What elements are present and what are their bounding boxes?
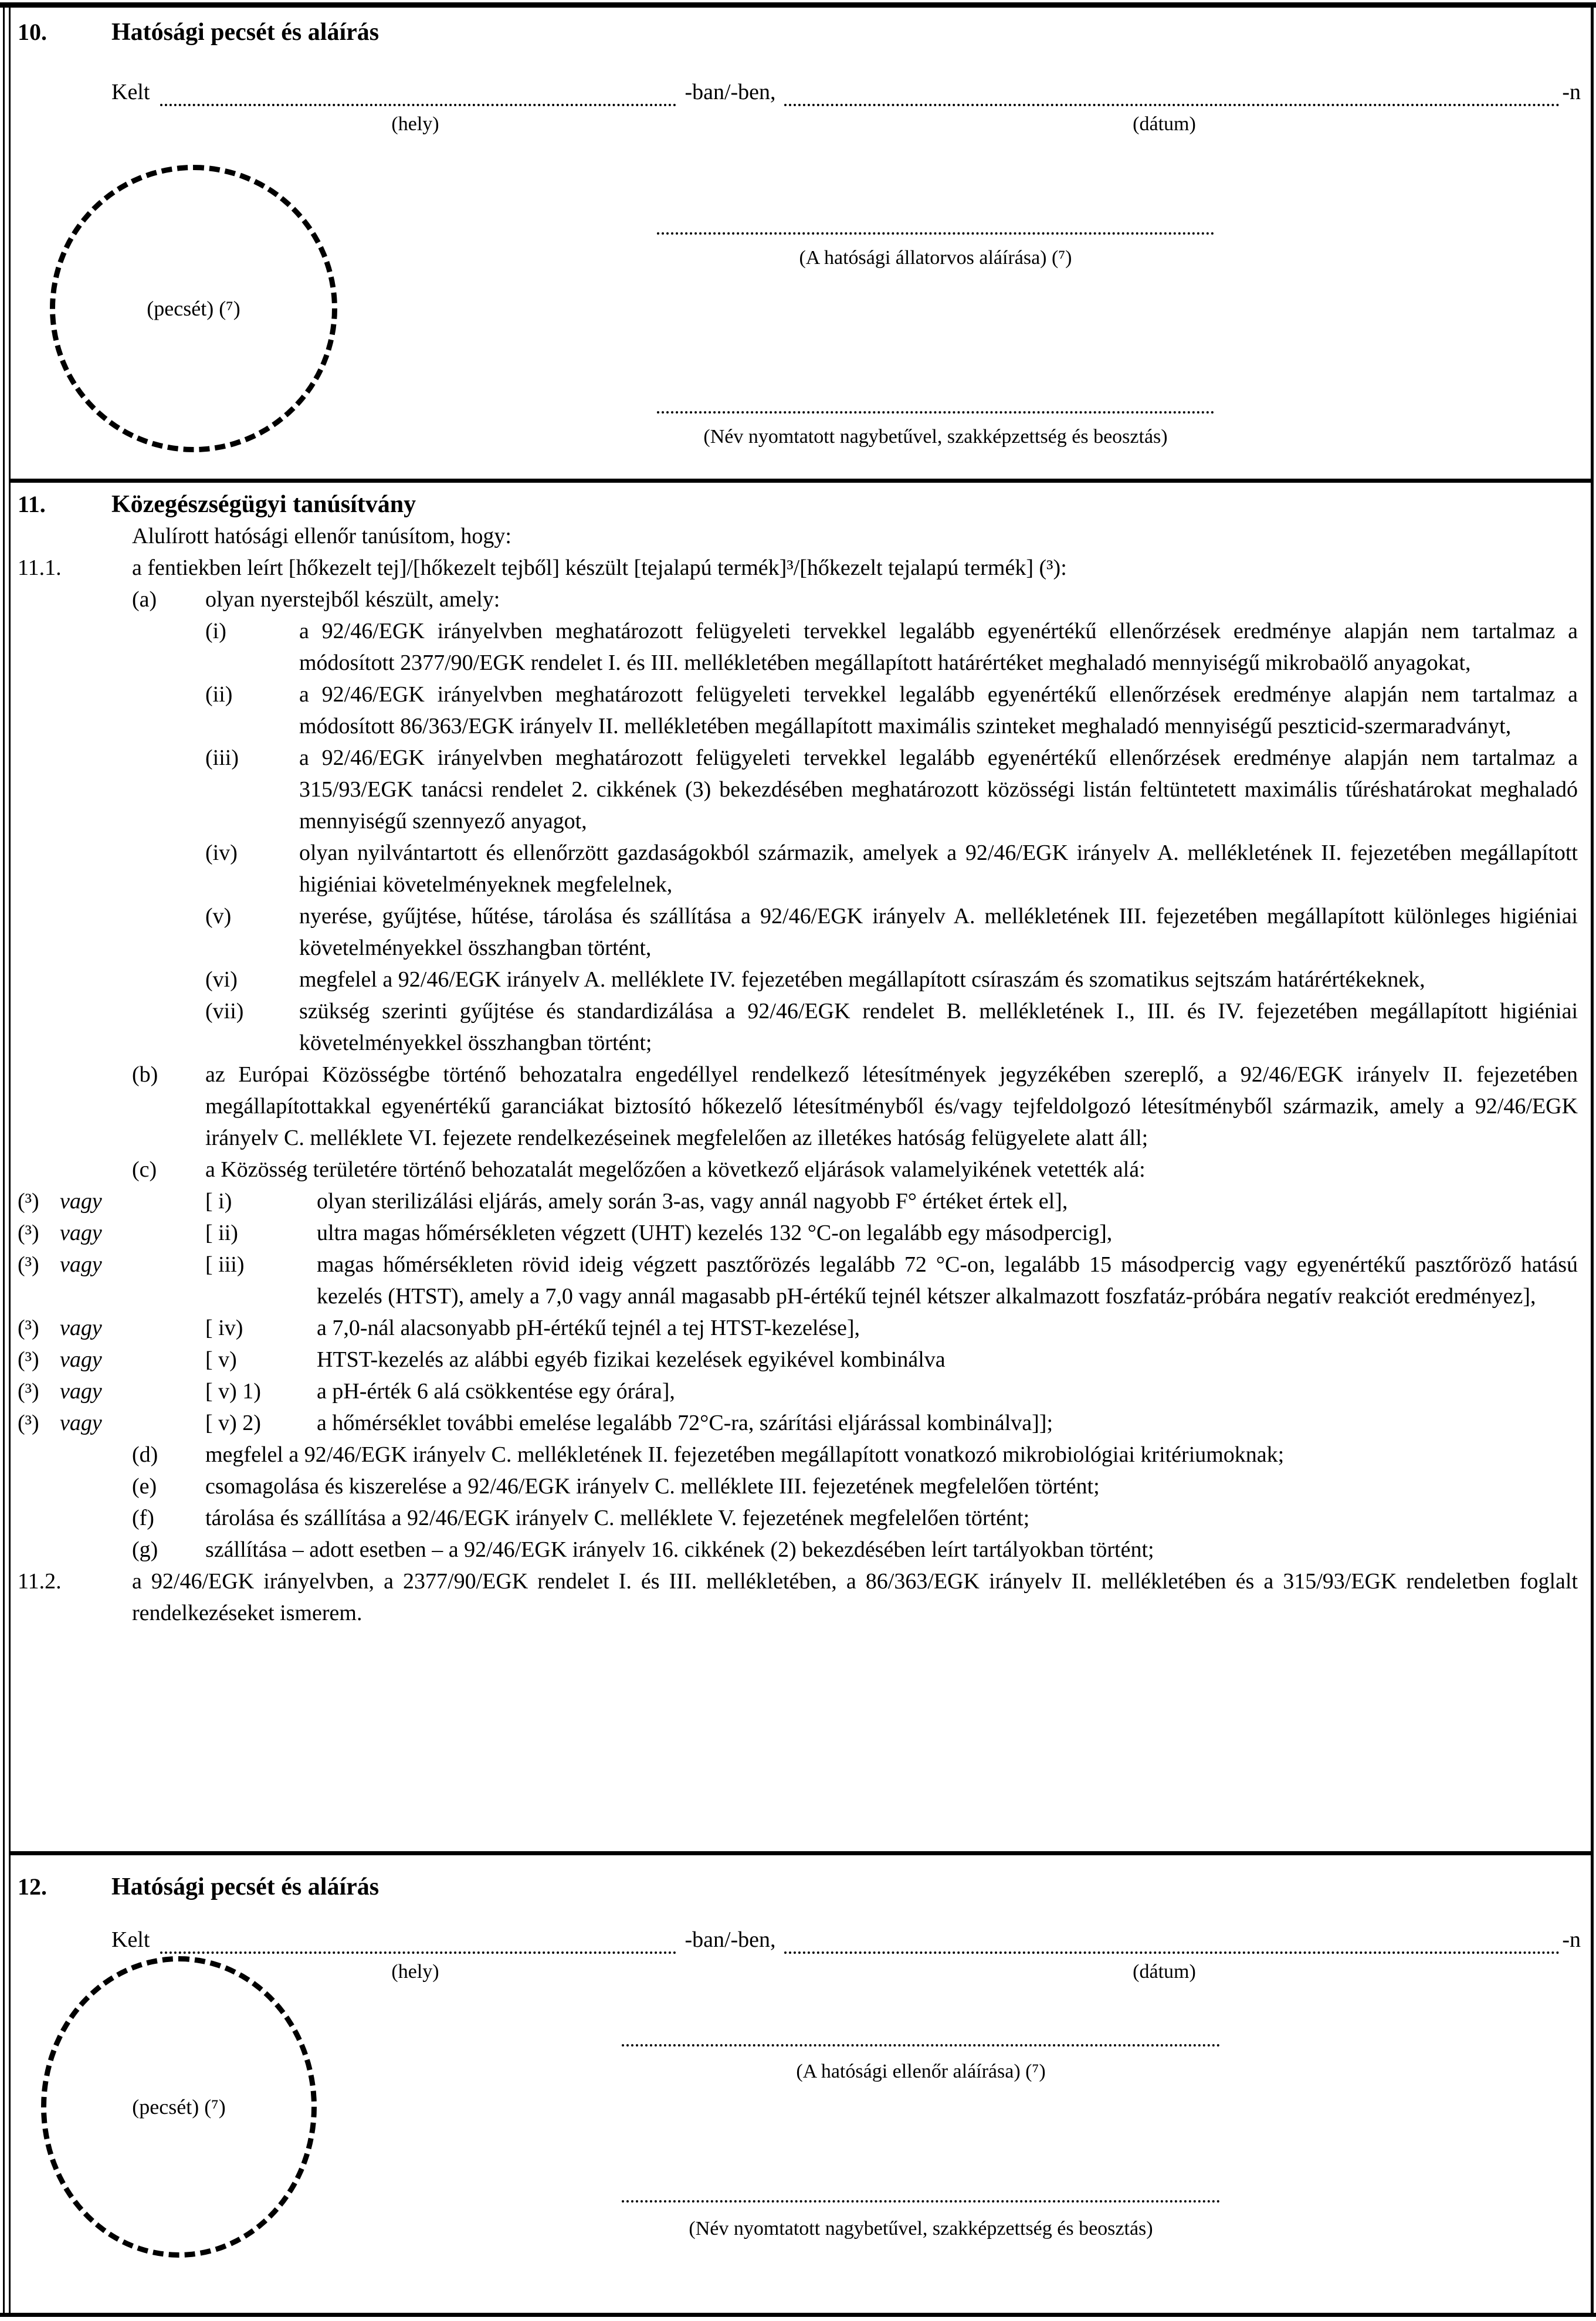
option-v2-footnote: (³) — [18, 1411, 39, 1435]
option-ii-text: ultra magas hőmérsékleten végzett (UHT) kezelés 132 °C-on legalább egy másodpercig], — [317, 1221, 1113, 1245]
section-10-official-seal — [0, 8, 1596, 479]
clause-b-text: az Európai Közösségbe történő behozatalra engedéllyel rendelkező létesítmények jegyzékében szereplő, a 92/46/EGK irányelv II. fejezetében megállapítottakkal egyenértékű garanciákat biztosító hőkezelő létesítményből és/vagy tejfeldolgozó létesítményből származik, amely a 92/46/EGK irányelv C. melléklete VI. fejezete rendelkezéseinek megfelelően az illetékes hatóság felügyelete alatt áll; — [205, 1062, 1578, 1150]
place-field[interactable] — [160, 79, 676, 106]
option-iv-bracket: [ iv) — [205, 1316, 243, 1340]
option-v2-vagy: vagy — [60, 1411, 102, 1435]
clause-d — [0, 1439, 1596, 1470]
printed-name-label: (Név nyomtatott nagybetűvel, szakképzettség és beosztás) — [703, 426, 1168, 448]
clause-a — [0, 584, 1596, 615]
kelt-line — [111, 79, 1581, 111]
clause-f — [0, 1502, 1596, 1534]
date-field-2[interactable] — [784, 1927, 1560, 1954]
clause-a-v-text: nyerése, gyűjtése, hűtése, tárolása és szállítása a 92/46/EGK irányelv A. mellékletének III. fejezetében megállapított különleges higiéniai követelményekkel összhangban történt, — [299, 904, 1578, 960]
clause-a-vi — [0, 964, 1596, 995]
ban-ben-label: -ban/-ben, — [685, 80, 776, 104]
hely-label: (hely) — [391, 113, 439, 135]
clause-a-iv-text: olyan nyilvántartott és ellenőrzött gazdaságokból származik, amelyek a 92/46/EGK irányelv A. mellékletének II. fejezetében megállapított higiéniai követelményeknek megfelelnek, — [299, 841, 1578, 897]
section-12-number: 12. — [18, 1873, 47, 1900]
official-stamp-circle-2 — [41, 1956, 317, 2258]
clause-d-label: (d) — [132, 1442, 158, 1467]
hely-label-2: (hely) — [391, 1961, 439, 1983]
datum-label-2: (dátum) — [1133, 1961, 1196, 1983]
n-suffix-label: -n — [1562, 80, 1581, 104]
clause-11-2 — [0, 1566, 1596, 1629]
option-iii-bracket: [ iii) — [205, 1252, 245, 1277]
veterinarian-signature-label: (A hatósági állatorvos aláírása) (⁷) — [799, 247, 1072, 269]
clause-f-label: (f) — [132, 1506, 154, 1530]
option-v — [0, 1344, 1596, 1375]
option-i — [0, 1185, 1596, 1217]
clause-11-2-text: a 92/46/EGK irányelvben, a 2377/90/EGK rendelet I. és III. mellékletében, a 86/363/EGK irányelv II. mellékletében és a 315/93/EGK rendeletben foglalt rendelkezéseket ismerem. — [132, 1569, 1578, 1625]
place-field-2[interactable] — [160, 1927, 676, 1954]
kelt-label: Kelt — [111, 80, 150, 104]
option-ii-bracket: [ ii) — [205, 1221, 238, 1245]
clause-a-iii-label: (iii) — [205, 746, 239, 770]
option-v-vagy: vagy — [60, 1347, 102, 1372]
option-i-bracket: [ i) — [205, 1189, 232, 1214]
clause-g — [0, 1534, 1596, 1566]
option-v1-bracket: [ v) 1) — [205, 1379, 261, 1404]
option-iv-text: a 7,0-nál alacsonyabb pH-értékű tejnél a tej HTST-kezelése], — [317, 1316, 860, 1340]
option-i-footnote: (³) — [18, 1189, 39, 1214]
clause-a-v — [0, 900, 1596, 964]
option-v-text: HTST-kezelés az alábbi egyéb fizikai kezelések egyikével kombinálva — [317, 1347, 946, 1372]
intro-row — [0, 520, 1596, 552]
option-iv-footnote: (³) — [18, 1316, 39, 1340]
clause-d-text: megfelel a 92/46/EGK irányelv C. mellékletének II. fejezetében megállapított vonatkozó mikrobiológiai kritériumoknak; — [205, 1442, 1285, 1467]
ban-ben-label-2: -ban/-ben, — [685, 1927, 776, 1952]
clause-a-iv — [0, 837, 1596, 900]
option-v2-bracket: [ v) 2) — [205, 1411, 261, 1435]
clause-a-vii — [0, 995, 1596, 1059]
clause-a-ii-text: a 92/46/EGK irányelvben meghatározott felügyeleti tervekkel legalább egyenértékű ellenőrzések eredménye alapján nem tartalmaz a módosított 86/363/EGK irányelv II. mellékletében megállapított maximális szinteket meghaladó mennyiségű peszticid-szermaradványt, — [299, 682, 1578, 738]
option-ii-vagy: vagy — [60, 1221, 102, 1245]
option-iii — [0, 1249, 1596, 1312]
veterinarian-signature-field[interactable] — [657, 232, 1214, 235]
clause-a-ii-label: (ii) — [205, 682, 233, 707]
option-i-text: olyan sterilizálási eljárás, amely során 3-as, vagy annál nagyobb F° értéket értek el], — [317, 1189, 1068, 1214]
printed-name-field-2[interactable] — [622, 2200, 1220, 2203]
clause-a-vi-text: megfelel a 92/46/EGK irányelv A. melléklete IV. fejezetében megállapított csíraszám és szomatikus sejtszám határértékeknek, — [299, 967, 1425, 992]
section-10-title: Hatósági pecsét és aláírás — [111, 19, 379, 46]
pecset-label-2: (pecsét) (⁷) — [132, 2095, 226, 2119]
option-iii-footnote: (³) — [18, 1252, 39, 1277]
clause-f-text: tárolása és szállítása a 92/46/EGK irányelv C. melléklete V. fejezetének megfelelően történt; — [205, 1506, 1030, 1530]
clause-a-label: (a) — [132, 587, 157, 612]
clause-a-i — [0, 615, 1596, 679]
option-v-footnote: (³) — [18, 1347, 39, 1372]
printed-name-field[interactable] — [657, 411, 1214, 414]
option-v2 — [0, 1407, 1596, 1439]
option-iii-text: magas hőmérsékleten rövid ideig végzett pasztőrözés legalább 72 °C-on, legalább 15 másodpercig vagy egyenértékű pasztőröző hatású kezelés (HTST), amely a 7,0 vagy annál magasabb pH-értékű tejnél kétszer alkalmazott foszfatáz-próbára negatív reakciót eredményez], — [317, 1252, 1578, 1309]
clause-e — [0, 1470, 1596, 1502]
datum-label: (dátum) — [1133, 113, 1196, 135]
clause-11-1-text: a fentiekben leírt [hőkezelt tej]/[hőkezelt tejből] készült [tejalapú termék]³/[hőkezelt tejalapú termék] (³): — [132, 555, 1067, 580]
inspector-signature-field[interactable] — [622, 2044, 1220, 2046]
page-border-bottom — [0, 2313, 1596, 2317]
clause-g-text: szállítása – adott esetben – a 92/46/EGK irányelv 16. cikkének (2) bekezdésében leírt tartályokban történt; — [205, 1537, 1154, 1562]
option-v1 — [0, 1375, 1596, 1407]
intro-text: Alulírott hatósági ellenőr tanúsítom, hogy: — [132, 524, 511, 548]
kelt-label-2: Kelt — [111, 1927, 150, 1952]
clause-c — [0, 1154, 1596, 1185]
clause-a-iii — [0, 742, 1596, 837]
section-10-number: 10. — [18, 19, 47, 45]
pecset-label: (pecsét) (⁷) — [147, 297, 240, 320]
option-ii — [0, 1217, 1596, 1249]
option-v2-text: a hőmérséklet további emelése legalább 72°C-ra, szárítási eljárással kombinálva]]; — [317, 1411, 1053, 1435]
clause-a-v-label: (v) — [205, 904, 232, 929]
option-iii-vagy: vagy — [60, 1252, 102, 1277]
clause-a-iv-label: (iv) — [205, 841, 238, 865]
date-field[interactable] — [784, 79, 1560, 106]
clause-c-text: a Közösség területére történő behozatalát megelőzően a következő eljárások valamelyikének vetették alá: — [205, 1157, 1146, 1182]
clause-e-label: (e) — [132, 1474, 157, 1499]
clause-a-i-label: (i) — [205, 619, 226, 643]
section-11-public-health-certificate — [0, 483, 1596, 1851]
printed-name-label-2: (Név nyomtatott nagybetűvel, szakképzettség és beosztás) — [689, 2218, 1153, 2239]
option-v1-text: a pH-érték 6 alá csökkentése egy órára], — [317, 1379, 675, 1404]
clause-a-vii-label: (vii) — [205, 999, 244, 1024]
section-11-title: Közegészségügyi tanúsítvány — [111, 491, 416, 518]
kelt-line-2 — [111, 1927, 1581, 1959]
clause-a-iii-text: a 92/46/EGK irányelvben meghatározott felügyeleti tervekkel legalább egyenértékű ellenőrzések eredménye alapján nem tartalmaz a 315/93/EGK tanácsi rendelet 2. cikkének (3) bekezdésében meghatározott közösségi listán feltüntetett maximális tűréshatárokat meghaladó mennyiségű szennyező anyagot, — [299, 746, 1578, 833]
clause-a-vi-label: (vi) — [205, 967, 238, 992]
option-iv-vagy: vagy — [60, 1316, 102, 1340]
option-v-bracket: [ v) — [205, 1347, 237, 1372]
section-divider-2 — [9, 1851, 1594, 1855]
section-12-official-seal — [0, 1855, 1596, 2313]
clause-11-2-number: 11.2. — [18, 1569, 62, 1594]
clause-11-1-number: 11.1. — [18, 555, 62, 580]
clause-a-i-text: a 92/46/EGK irányelvben meghatározott felügyeleti tervekkel legalább egyenértékű ellenőrzések eredménye alapján nem tartalmaz a módosított 2377/90/EGK rendelet I. és III. mellékletében megállapított határértéket meghaladó mennyiségű mikrobaölő anyagokat, — [299, 619, 1578, 675]
section-divider-1 — [9, 479, 1594, 483]
section-12-title: Hatósági pecsét és aláírás — [111, 1873, 379, 1900]
option-iv — [0, 1312, 1596, 1344]
option-v1-vagy: vagy — [60, 1379, 102, 1404]
option-i-vagy: vagy — [60, 1189, 102, 1214]
clause-a-ii — [0, 679, 1596, 742]
clause-a-text: olyan nyerstejből készült, amely: — [205, 587, 500, 612]
inspector-signature-label: (A hatósági ellenőr aláírása) (⁷) — [796, 2061, 1046, 2082]
page-border-top — [0, 2, 1596, 8]
option-v1-footnote: (³) — [18, 1379, 39, 1404]
clause-g-label: (g) — [132, 1537, 158, 1562]
option-ii-footnote: (³) — [18, 1221, 39, 1245]
section-11-heading-row — [0, 489, 1596, 520]
section-11-number: 11. — [18, 491, 46, 517]
clause-e-text: csomagolása és kiszerelése a 92/46/EGK irányelv C. melléklete III. fejezetének megfelelően történt; — [205, 1474, 1100, 1499]
clause-a-vii-text: szükség szerinti gyűjtése és standardizálása a 92/46/EGK rendelet B. mellékletének I., III. és IV. fejezetében megállapított higiéniai követelményekkel összhangban történt; — [299, 999, 1578, 1055]
clause-b — [0, 1059, 1596, 1154]
official-stamp-circle — [50, 165, 337, 452]
clause-c-label: (c) — [132, 1157, 157, 1182]
n-suffix-label-2: -n — [1562, 1927, 1581, 1952]
clause-b-label: (b) — [132, 1062, 158, 1087]
clause-11-1 — [0, 552, 1596, 584]
